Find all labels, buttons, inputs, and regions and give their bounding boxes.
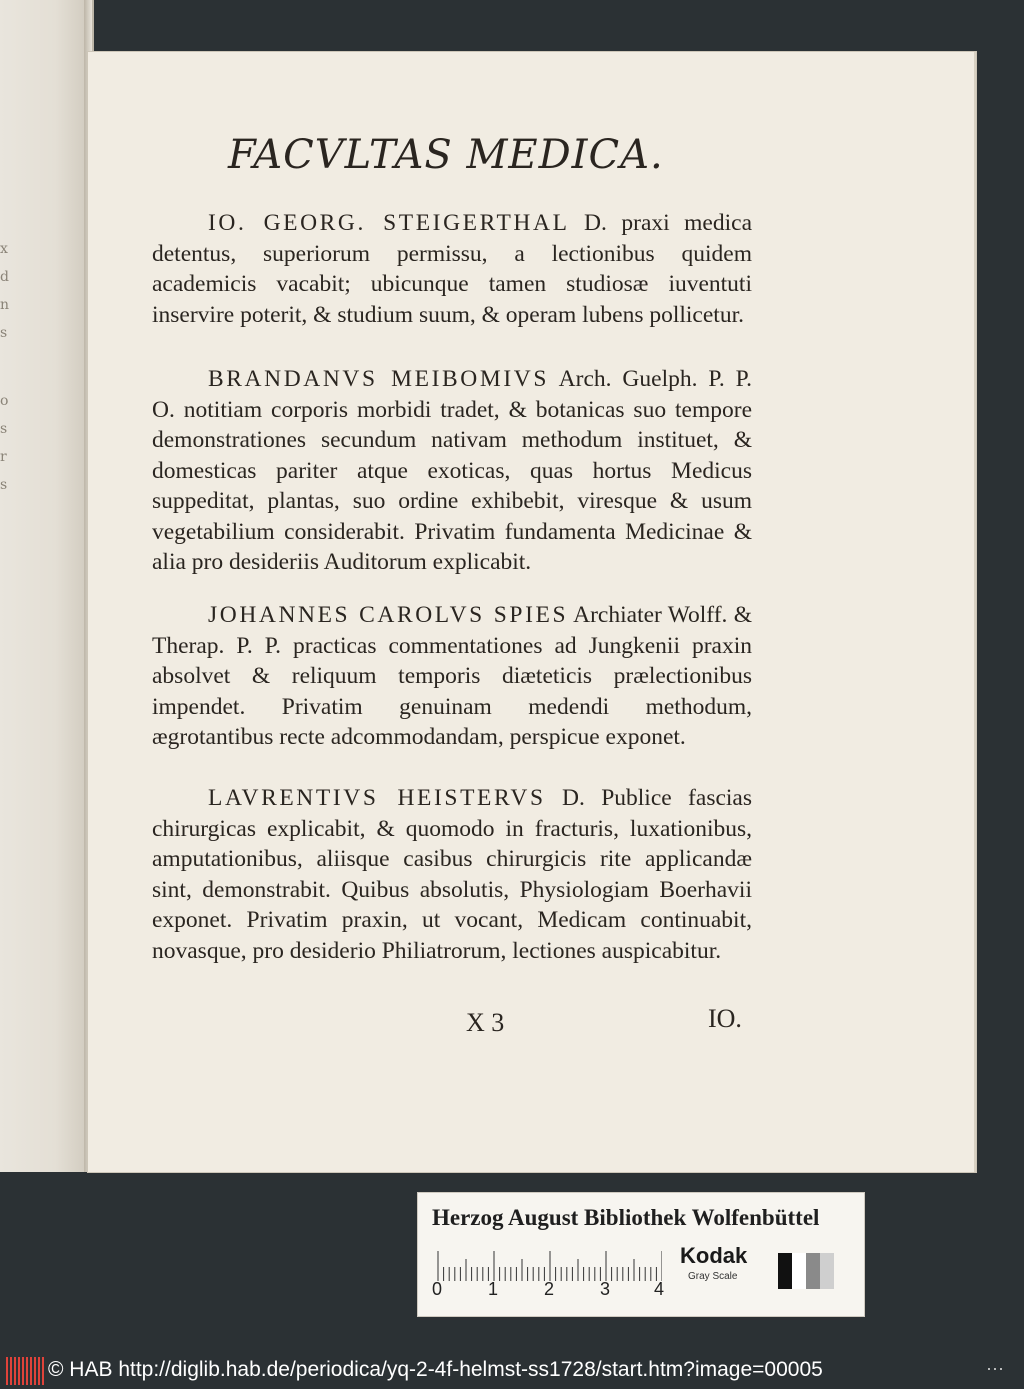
gray-patch [806, 1253, 820, 1289]
paragraph-meibomius [152, 364, 752, 578]
paragraph-steigerthal [152, 208, 752, 330]
page-heading: FACVLTAS MEDICA. [228, 132, 664, 178]
gray-scale-patches [778, 1253, 834, 1289]
paragraph-text: Archiater Wolff. & Therap. P. P. practicas commentationes ad Jungkenii praxin absolvet & reliquum temporis diæteticis prælectionibus impendet. Privatim genuinam medendi methodum, ægrotantibus recte adcommodandam, perspicue exponet. [152, 602, 752, 750]
color-scale-card [417, 1192, 865, 1317]
person-name: IO. GEORG. STEIGERTHAL [208, 210, 570, 236]
person-name: BRANDANVS MEIBOMIVS [208, 366, 550, 392]
fragment-letter: s [0, 421, 8, 437]
ruler-number: 2 [544, 1279, 555, 1299]
gray-scale-label: Gray Scale [688, 1271, 738, 1282]
barcode-icon [6, 1357, 46, 1385]
more-icon[interactable]: ··· [986, 1358, 1004, 1378]
catchword: IO. [708, 1004, 742, 1033]
library-name: Herzog August Bibliothek Wolfenbüttel [432, 1205, 820, 1230]
paragraph-text: D. praxi medica detentus, superiorum permissu, a lectionibus quidem academicis vacabit; ubicunque tamen studiosæ iuventuti inservire poterit, & studium suum, & operam lubens pollicetur. [152, 210, 752, 328]
facing-page-fragments [0, 235, 18, 499]
paragraph-spies [152, 600, 752, 753]
fragment-letter: x [0, 241, 8, 257]
gray-patch [778, 1253, 792, 1289]
fragment-letter: n [0, 297, 10, 313]
paragraph-text: D. Publice fascias chirurgicas explicabit, & quomodo in fracturis, luxationibus, amputationibus, aliisque casibus chirurgicis rite applicandæ sint, demonstrabit. Quibus absolutis, Physiologiam Boerhavii exponet. Privatim praxin, ut vocant, Medicam continuabit, novasque, pro desiderio Philiatrorum, lectiones auspicabitur. [152, 785, 752, 964]
ruler-number: 4 [654, 1279, 665, 1299]
fragment-letter: s [0, 477, 8, 493]
paragraph-heisterus [152, 783, 752, 966]
ruler-number: 3 [600, 1279, 611, 1299]
gray-patch [820, 1253, 834, 1289]
fragment-letter: r [0, 449, 7, 465]
fragment-letter: s [0, 325, 8, 341]
ruler-number: 1 [488, 1279, 499, 1299]
paragraph-text: Arch. Guelph. P. P. O. notitiam corporis morbidi tradet, & botanicas suo tempore demonstrationes secundum nativam methodum instituet, & domesticas pariter atque exoticas, quas hortus Medicus suppeditat, plantas, suo ordine exhibebit, viresque & usum vegetabilium considerabit. Privatim fundamenta Medicinae & alia pro desideriis Auditorum explicabit. [152, 366, 752, 575]
gray-patch [792, 1253, 806, 1289]
person-name: LAVRENTIVS HEISTERVS [208, 785, 546, 811]
copyright-url[interactable]: © HAB http://diglib.hab.de/periodica/yq-2-4f-helmst-ss1728/start.htm?image=00005 [48, 1358, 823, 1381]
fragment-letter: d [0, 269, 9, 285]
facing-page [0, 0, 94, 1172]
signature-mark: X 3 [466, 1008, 505, 1037]
kodak-logo: Kodak [680, 1243, 748, 1268]
ruler-icon [434, 1245, 662, 1281]
fragment-letter: o [0, 393, 9, 409]
person-name: JOHANNES CAROLVS SPIES [208, 602, 569, 628]
ruler-number: 0 [432, 1279, 443, 1299]
